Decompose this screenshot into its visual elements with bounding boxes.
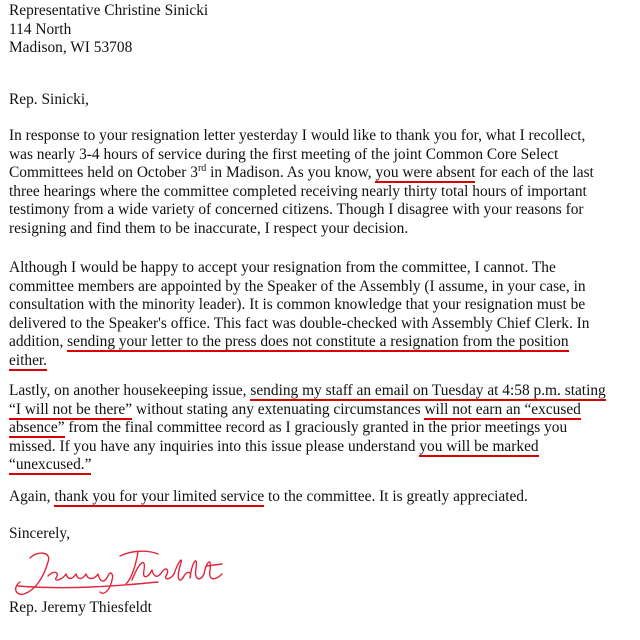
p2-line-4: delivered to the Speaker's office. This fact was double-checked with Assembly Chief Clerk. In — [9, 314, 590, 332]
p1-line-5: testimony from a wide variety of concerned citizens. Though I disagree with your reasons for — [9, 201, 584, 218]
paragraph-3 — [9, 382, 629, 475]
underline-i-will-not-be-there: “I will not be there” — [9, 400, 133, 418]
p3-line-5 — [9, 456, 629, 475]
handwritten-signature — [8, 540, 248, 602]
p3-line-4-a: missed. If you have any inquiries into this issue please understand — [9, 437, 420, 455]
signature-stroke-eremy — [48, 572, 113, 593]
p3-line-3 — [9, 419, 629, 438]
p1-line-3-b: in Madison. As you know, — [206, 164, 376, 181]
p3-line-1-a: Lastly, on another housekeeping issue, — [9, 382, 251, 399]
p3-line-4 — [9, 438, 629, 457]
p1-line-3-a: Committees held on October 3 — [9, 164, 198, 181]
underline-you-will-be-marked: you will be marked — [419, 437, 539, 455]
underline-either: either. — [9, 351, 48, 369]
p2-line-5 — [9, 333, 629, 352]
recipient-address — [9, 2, 629, 58]
p2-line-5-a: addition, — [9, 333, 68, 350]
underline-sending-letter-to-press: sending your letter to the press does not constitute a resignation from the position — [67, 333, 569, 350]
signature-stroke-j — [16, 553, 49, 594]
underline-sending-staff-email: sending my staff an email on Tuesday at 4:58 p.m. stating — [250, 382, 606, 399]
underline-will-not-earn-excused: will not earn an “excused — [424, 400, 581, 418]
signature-stroke-t — [120, 551, 158, 584]
p3-line-2-b: without stating any extenuating circumstances — [132, 400, 425, 418]
p2-line-2: committee members are appointed by the Speaker of the Assembly (I assume, in your case, in — [9, 277, 586, 295]
p4-b: to the committee. It is greatly appreciated. — [264, 488, 528, 505]
paragraph-2 — [9, 259, 629, 370]
p1-line-1: In response to your resignation letter yesterday I would like to thank you for, what I recollect, — [9, 127, 586, 144]
recipient-name: Representative Christine Sinicki — [9, 2, 209, 19]
p2-line-3: consultation with the minority leader). It is common knowledge that your resignation must be — [9, 296, 586, 313]
p4-a: Again, — [9, 488, 55, 505]
recipient-city: Madison, WI 53708 — [9, 39, 133, 56]
closing-text: Sincerely, — [9, 525, 70, 542]
p4-line-1 — [9, 488, 629, 507]
signature-printed-name: Rep. Jeremy Thiesfeldt — [9, 599, 152, 616]
underline-absence: absence” — [9, 419, 65, 436]
p3-line-2 — [9, 401, 629, 420]
salutation-text: Rep. Sinicki, — [9, 91, 89, 108]
p1-line-3-c: for each of the last — [475, 164, 594, 181]
signature-stroke-hiesfeldt — [132, 560, 222, 580]
signature-block — [9, 599, 629, 618]
p3-line-1 — [9, 382, 629, 401]
p2-line-6 — [9, 352, 629, 371]
p3-line-3-b: from the final committee record as I graciously granted in the prior meetings you — [64, 419, 568, 436]
paragraph-1 — [9, 127, 629, 238]
p1-line-2: was nearly 3-4 hours of service during the first meeting of the joint Common Core Select — [9, 145, 559, 163]
underline-unexcused: “unexcused.” — [9, 456, 92, 473]
underline-you-were-absent: you were absent — [375, 164, 476, 181]
p1-line-3-sup: rd — [197, 162, 207, 174]
p2-line-1: Although I would be happy to accept your resignation from the committee, I cannot. The — [9, 259, 556, 276]
recipient-street: 114 North — [9, 20, 72, 38]
salutation — [9, 91, 629, 110]
paragraph-4 — [9, 488, 629, 507]
p1-line-6: resigning and find them to be inaccurate, I respect your decision. — [9, 219, 409, 237]
p1-line-3 — [9, 164, 629, 183]
p1-line-4: three hearings where the committee completed receiving nearly thirty total hours of important — [9, 182, 587, 200]
underline-limited-service: thank you for your limited service — [54, 488, 265, 505]
